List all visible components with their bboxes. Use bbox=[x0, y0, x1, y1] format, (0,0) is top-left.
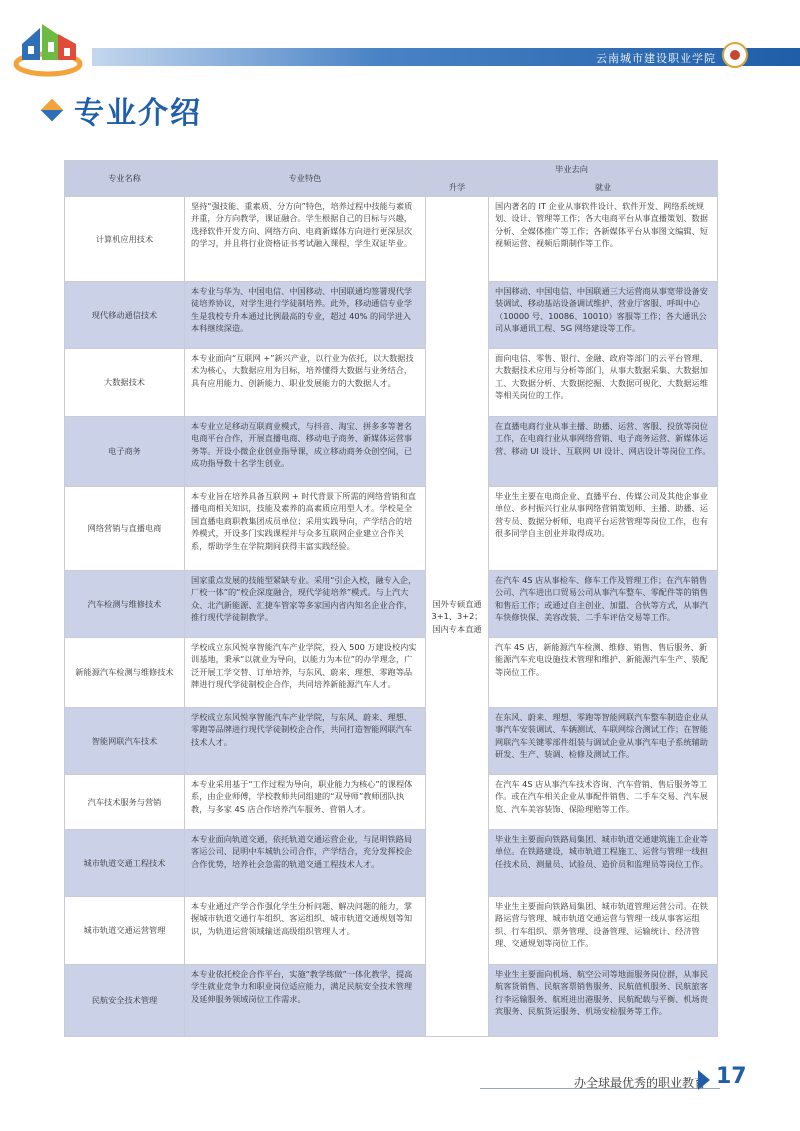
page-title: 专业介绍 bbox=[74, 96, 202, 131]
major-features: 坚持“强技能、重素质、分方向”特色，培养过程中技能与素质并重，分方向教学，课证融合。学生根据自己的目标与兴趣，选择软件开发方向、网络方向、电商新媒体方向进行更深层次的学习，并且将行业资格证书考试融入课程，学生双证毕业。 bbox=[185, 197, 426, 282]
further-study-cell: 国外专硕直通3+1、3+2；国内专本直通 bbox=[426, 197, 489, 1037]
major-employment: 在汽车 4S 店从事汽车技术咨询、汽车营销、售后服务等工作。或在汽车相关企业从事配件销售、二手车交易、汽车展览、汽车美容装饰、保险理赔等工作。 bbox=[489, 775, 718, 830]
major-employment: 在汽车 4S 店从事检车、修车工作及管理工作；在汽车销售公司、汽车进出口贸易公司从事汽车整车、零配件等的销售和售后工作；或通过自主创业、加盟、合伙等方式，从事汽车快修快保、美容改装、二手车评估交易等工作。 bbox=[489, 571, 718, 638]
major-employment: 面向电信、零售、银行、金融、政府等部门的云平台管理、大数据技术应用与分析等部门，从事大数据采集、大数据加工、大数据分析、大数据挖掘、大数据可视化、大数据运维等相关岗位的工作。 bbox=[489, 349, 718, 417]
header-destination: 毕业去向 bbox=[426, 161, 718, 179]
diamond-icon bbox=[41, 99, 64, 122]
major-features: 国家重点发展的技能型紧缺专业。采用“引企入校，融专入企，厂校一体”的“校企深度融合，现代学徒培养”模式。与上汽大众、北汽新能源、汇捷车管家等多家国内省内知名企业合作，推行现代学徒制教学。 bbox=[185, 571, 426, 638]
major-name: 新能源汽车检测与维修技术 bbox=[65, 638, 185, 708]
major-employment: 毕业生主要面向机场、航空公司等地面服务岗位群，从事民航客货销售、民航客票销售服务、民航值机服务、民航旅客行李运输服务、航班进出港服务、民航配载与平衡、机场贵宾服务、民航货运服务、机场安检服务等工作。 bbox=[489, 965, 718, 1037]
page-number: 17 bbox=[716, 1064, 747, 1089]
major-employment: 毕业生主要在电商企业、直播平台、传媒公司及其他企事业单位、乡村振兴行业从事网络营销策划师、主播、助播、运营专员、数据分析师、电商平台运营管理等岗位工作，也有很多同学自主创业并取得成功。 bbox=[489, 487, 718, 571]
header-band bbox=[92, 40, 800, 66]
major-features: 本专业采用基于“工作过程为导向，职业能力为核心”的课程体系，由企业师傅，学校教师共同组建的“双导师”教师团队执教，与多家 4S 店合作培养汽车服务、营销人才。 bbox=[185, 775, 426, 830]
major-name: 大数据技术 bbox=[65, 349, 185, 417]
major-features: 本专业依托校企合作平台，实施“教学练做”一体化教学，提高学生就业竞争力和职业岗位适应能力，满足民航安全技术管理及延伸服务领域岗位工作需求。 bbox=[185, 965, 426, 1037]
page-footer bbox=[480, 1066, 800, 1106]
school-name: 云南城市建设职业学院 bbox=[596, 52, 716, 65]
major-features: 本专业旨在培养具备互联网 + 时代背景下所需的网络营销和直播电商相关知识，技能及素养的高素质应用型人才。学校是全国直播电商职教集团成员单位；采用实践导向，产学结合的培养模式，开设多门实践课程并与众多互联网企业建立合作关系，帮助学生在学院期间获得丰富实践经验。 bbox=[185, 487, 426, 571]
arrow-icon bbox=[698, 1070, 710, 1090]
footer-slogan: 办全球最优秀的职业教育 bbox=[574, 1076, 707, 1090]
major-features: 本专业面向“互联网 +”新兴产业，以行业为依托，以大数据技术为核心，大数据应用为目标，培养懂得大数据与业务结合，具有应用能力、创新能力、职业发展能力的大数据人才。 bbox=[185, 349, 426, 417]
major-name: 汽车技术服务与营销 bbox=[65, 775, 185, 830]
page-title-block bbox=[44, 88, 202, 132]
major-features: 本专业面向轨道交通，依托轨道交通运营企业，与昆明铁路局客运公司、昆明中车城轨公司合作，产学结合，充分发挥校企合作优势，培养社会急需的轨道交通工程技术人才。 bbox=[185, 830, 426, 897]
major-features: 本专业与华为、中国电信、中国移动、中国联通均签署现代学徒培养协议，对学生进行学徒制培养。此外，移动通信专业学生是我校专升本通过比例最高的专业，超过 40% 的同学进入本科继续深造。 bbox=[185, 282, 426, 349]
major-employment: 汽车 4S 店，新能源汽车检测、维修、销售、售后服务、新能源汽车充电设施技术管理和维护、新能源汽车生产、装配等岗位工作。 bbox=[489, 638, 718, 708]
school-emblem-icon bbox=[722, 42, 748, 68]
header-further-study: 升学 bbox=[426, 179, 489, 197]
header-employment: 就业 bbox=[489, 179, 718, 197]
majors-table bbox=[64, 160, 718, 1037]
major-name: 电子商务 bbox=[65, 417, 185, 487]
header-features: 专业特色 bbox=[185, 161, 426, 197]
major-name: 现代移动通信技术 bbox=[65, 282, 185, 349]
major-employment: 在东风、蔚来、理想、零跑等智能网联汽车整车制造企业从事汽车安装调试、车辆测试、车联网综合测试工作；在智能网联汽车关键零部件组装与调试企业从事汽车电子系统辅助研发、生产、装调、检修及测试工作。 bbox=[489, 708, 718, 775]
major-name: 智能网联汽车技术 bbox=[65, 708, 185, 775]
major-employment: 中国移动、中国电信、中国联通三大运营商从事宽带设备安装调试、移动基站设备调试维护、营业厅客服、呼叫中心（10000 号、10086、10010）客服等工作；各大通讯公司从事通讯工程、5G 网络建设等工作。 bbox=[489, 282, 718, 349]
major-features: 本专业立足移动互联商业模式，与抖音、淘宝、拼多多等著名电商平台合作，开展直播电商、移动电子商务、新媒体运营事务等。开设小微企业创业指导课，成立移动商务众创空间，已成功指导数十名学生创业。 bbox=[185, 417, 426, 487]
header-major: 专业名称 bbox=[65, 161, 185, 197]
major-employment: 国内著名的 IT 企业从事软件设计、软件开发、网络系统规划、设计、管理等工作；各大电商平台从事直播策划、数据分析、全媒体推广等工作；各新媒体平台从事图文编辑、短视频运营、视频后期制作等工作。 bbox=[489, 197, 718, 282]
major-employment: 毕业生主要面向铁路局集团、城市轨道交通建筑施工企业等单位。在铁路建设，城市轨道工程施工、运营与管理一线担任技术员、测量员、试验员、造价员和监理员等岗位工作。 bbox=[489, 830, 718, 897]
major-features: 本专业通过产学合作强化学生分析问题、解决问题的能力，掌握城市轨道交通行车组织、客运组织、城市轨道交通规划等知识，为轨道运营领域输送高级组织管理人才。 bbox=[185, 897, 426, 965]
major-features: 学校成立东风悦享智能汽车产业学院，投入 500 万建设校内实训基地，秉承“以就业为导向，以能力为本位”的办学理念，广泛开展工学交替、订单培养，与东风、蔚来、理想、零跑等品牌进行现代学徒制校企合作，共同培养新能源汽车人才。 bbox=[185, 638, 426, 708]
major-name: 城市轨道交通运营管理 bbox=[65, 897, 185, 965]
major-name: 计算机应用技术 bbox=[65, 197, 185, 282]
major-employment: 毕业生主要面向铁路局集团、城市轨道管理运营公司。在铁路运营与管理、城市轨道交通运营与管理一线从事客运组织、行车组织、票务管理、设备管理、运输统计、经济管理、交通规划等岗位工作。 bbox=[489, 897, 718, 965]
school-logo bbox=[12, 14, 84, 80]
major-name: 网络营销与直播电商 bbox=[65, 487, 185, 571]
major-name: 城市轨道交通工程技术 bbox=[65, 830, 185, 897]
major-name: 汽车检测与维修技术 bbox=[65, 571, 185, 638]
major-employment: 在直播电商行业从事主播、助播、运营、客服、投放等岗位工作，在电商行业从事网络营销、电子商务运营、新媒体运营、移动 UI 设计、互联网 UI 设计、网店设计等岗位工作。 bbox=[489, 417, 718, 487]
major-name: 民航安全技术管理 bbox=[65, 965, 185, 1037]
major-features: 学校成立东风悦享智能汽车产业学院，与东风、蔚来、理想、零跑等品牌进行现代学徒制校企合作，共同打造智能网联汽车技术人才。 bbox=[185, 708, 426, 775]
